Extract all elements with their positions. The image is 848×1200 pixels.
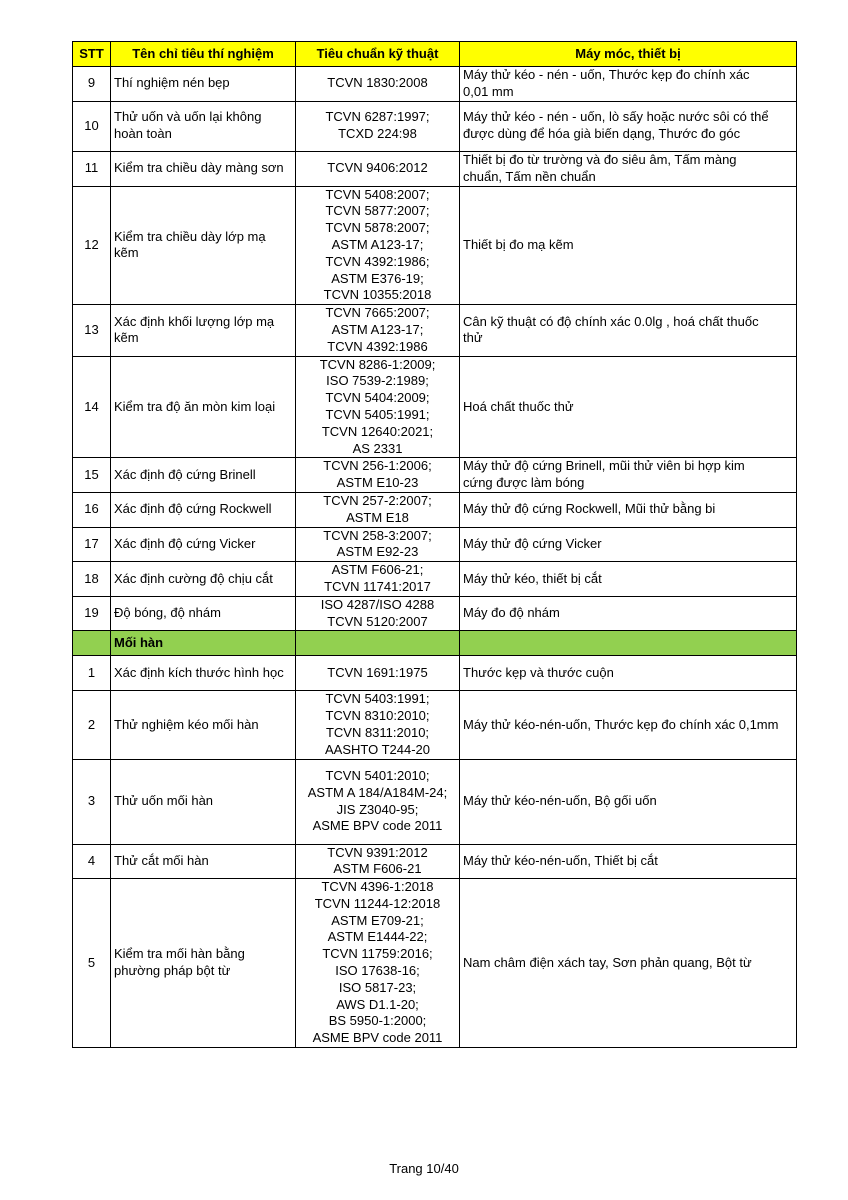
row-stt: 9	[73, 67, 111, 102]
row-standard: TCVN 257-2:2007; ASTM E18	[296, 492, 460, 527]
table-row	[73, 356, 797, 458]
row-equipment: Hoá chất thuốc thử	[460, 356, 797, 458]
row-equipment: Cân kỹ thuật có độ chính xác 0.0lg , hoá chất thuốc thử	[460, 305, 797, 356]
row-test-name: Thử uốn và uốn lại không hoàn toàn	[111, 101, 296, 151]
table-row	[73, 759, 797, 844]
row-standard: TCVN 7665:2007; ASTM A123-17; TCVN 4392:1986	[296, 305, 460, 356]
row-stt: 4	[73, 844, 111, 879]
table-row	[73, 844, 797, 879]
row-test-name: Độ bóng, độ nhám	[111, 596, 296, 631]
table-row	[73, 691, 797, 759]
row-equipment: Máy thử kéo - nén - uốn, Thước kẹp đo chính xác 0,01 mm	[460, 67, 797, 102]
row-test-name: Xác định độ cứng Rockwell	[111, 492, 296, 527]
row-equipment: Máy đo độ nhám	[460, 596, 797, 631]
table-row	[73, 562, 797, 597]
row-equipment: Máy thử độ cứng Brinell, mũi thử viên bi hợp kim cứng được làm bóng	[460, 458, 797, 493]
row-equipment: Máy thử kéo-nén-uốn, Bộ gối uốn	[460, 759, 797, 844]
table-row	[73, 101, 797, 151]
section-stt-empty	[73, 631, 111, 656]
row-standard: TCVN 9391:2012 ASTM F606-21	[296, 844, 460, 879]
row-equipment: Máy thử kéo-nén-uốn, Thiết bị cắt	[460, 844, 797, 879]
row-standard: TCVN 258-3:2007; ASTM E92-23	[296, 527, 460, 562]
row-equipment: Máy thử kéo - nén - uốn, lò sấy hoặc nước sôi có thể được dùng để hóa già biến dạng, Thước đo góc	[460, 101, 797, 151]
row-test-name: Thí nghiệm nén bẹp	[111, 67, 296, 102]
row-standard: TCVN 5401:2010; ASTM A 184/A184M-24; JIS Z3040-95; ASME BPV code 2011	[296, 759, 460, 844]
table-row	[73, 305, 797, 356]
row-test-name: Xác định khối lượng lớp mạ kẽm	[111, 305, 296, 356]
row-standard: ISO 4287/ISO 4288 TCVN 5120:2007	[296, 596, 460, 631]
row-test-name: Kiểm tra chiều dày màng sơn	[111, 151, 296, 186]
row-standard: TCVN 1691:1975	[296, 656, 460, 691]
row-test-name: Thử cắt mối hàn	[111, 844, 296, 879]
header-stt: STT	[73, 42, 111, 67]
row-standard: TCVN 8286-1:2009; ISO 7539-2:1989; TCVN 5404:2009; TCVN 5405:1991; TCVN 12640:2021; AS 2331	[296, 356, 460, 458]
row-equipment: Thiết bị đo từ trường và đo siêu âm, Tấm màng chuẩn, Tấm nền chuẩn	[460, 151, 797, 186]
row-standard: TCVN 6287:1997; TCXD 224:98	[296, 101, 460, 151]
row-stt: 18	[73, 562, 111, 597]
row-standard: ASTM F606-21; TCVN 11741:2017	[296, 562, 460, 597]
row-standard: TCVN 1830:2008	[296, 67, 460, 102]
row-stt: 5	[73, 879, 111, 1048]
table-row	[73, 151, 797, 186]
row-equipment: Máy thử kéo-nén-uốn, Thước kẹp đo chính xác 0,1mm	[460, 691, 797, 759]
row-equipment: Máy thử độ cứng Rockwell, Mũi thử bằng bi	[460, 492, 797, 527]
row-stt: 17	[73, 527, 111, 562]
table-row	[73, 67, 797, 102]
row-test-name: Kiểm tra độ ăn mòn kim loại	[111, 356, 296, 458]
table-row	[73, 492, 797, 527]
row-stt: 19	[73, 596, 111, 631]
row-equipment: Máy thử kéo, thiết bị cắt	[460, 562, 797, 597]
row-equipment: Thiết bị đo mạ kẽm	[460, 186, 797, 305]
row-test-name: Kiểm tra chiều dày lớp mạ kẽm	[111, 186, 296, 305]
section-empty	[296, 631, 460, 656]
row-standard: TCVN 5408:2007; TCVN 5877:2007; TCVN 5878:2007; ASTM A123-17; TCVN 4392:1986; ASTM E376-19; TCVN 10355:2018	[296, 186, 460, 305]
section-title: Mối hàn	[111, 631, 296, 656]
row-test-name: Xác định cường độ chịu cắt	[111, 562, 296, 597]
row-stt: 16	[73, 492, 111, 527]
row-equipment: Thước kẹp và thước cuộn	[460, 656, 797, 691]
row-test-name: Thử nghiệm kéo mối hàn	[111, 691, 296, 759]
row-standard: TCVN 4396-1:2018 TCVN 11244-12:2018 ASTM E709-21; ASTM E1444-22; TCVN 11759:2016; ISO 17638-16; ISO 5817-23; AWS D1.1-20; BS 5950-1:2000; ASME BPV code 2011	[296, 879, 460, 1048]
row-stt: 11	[73, 151, 111, 186]
table-row	[73, 596, 797, 631]
row-stt: 10	[73, 101, 111, 151]
table-header-row	[73, 42, 797, 67]
row-test-name: Kiểm tra mối hàn bằng phường pháp bột từ	[111, 879, 296, 1048]
row-stt: 13	[73, 305, 111, 356]
row-stt: 12	[73, 186, 111, 305]
row-test-name: Xác định độ cứng Vicker	[111, 527, 296, 562]
row-stt: 15	[73, 458, 111, 493]
row-stt: 1	[73, 656, 111, 691]
row-stt: 3	[73, 759, 111, 844]
row-stt: 2	[73, 691, 111, 759]
table-row	[73, 458, 797, 493]
row-standard: TCVN 5403:1991; TCVN 8310:2010; TCVN 8311:2010; AASHTO T244-20	[296, 691, 460, 759]
page-number: Trang 10/40	[389, 1161, 459, 1176]
table-row	[73, 186, 797, 305]
section-row-weld	[73, 631, 797, 656]
row-test-name: Thử uốn mối hàn	[111, 759, 296, 844]
row-standard: TCVN 9406:2012	[296, 151, 460, 186]
row-equipment: Nam châm điện xách tay, Sơn phản quang, Bột từ	[460, 879, 797, 1048]
row-standard: TCVN 256-1:2006; ASTM E10-23	[296, 458, 460, 493]
row-equipment: Máy thử độ cứng Vicker	[460, 527, 797, 562]
test-criteria-table	[72, 41, 797, 1048]
header-equipment: Máy móc, thiết bị	[460, 42, 797, 67]
header-test-name: Tên chỉ tiêu thí nghiệm	[111, 42, 296, 67]
row-test-name: Xác định độ cứng Brinell	[111, 458, 296, 493]
row-test-name: Xác định kích thước hình học	[111, 656, 296, 691]
header-standard: Tiêu chuẩn kỹ thuật	[296, 42, 460, 67]
table-row	[73, 656, 797, 691]
row-stt: 14	[73, 356, 111, 458]
section-empty	[460, 631, 797, 656]
table-row	[73, 879, 797, 1048]
table-row	[73, 527, 797, 562]
